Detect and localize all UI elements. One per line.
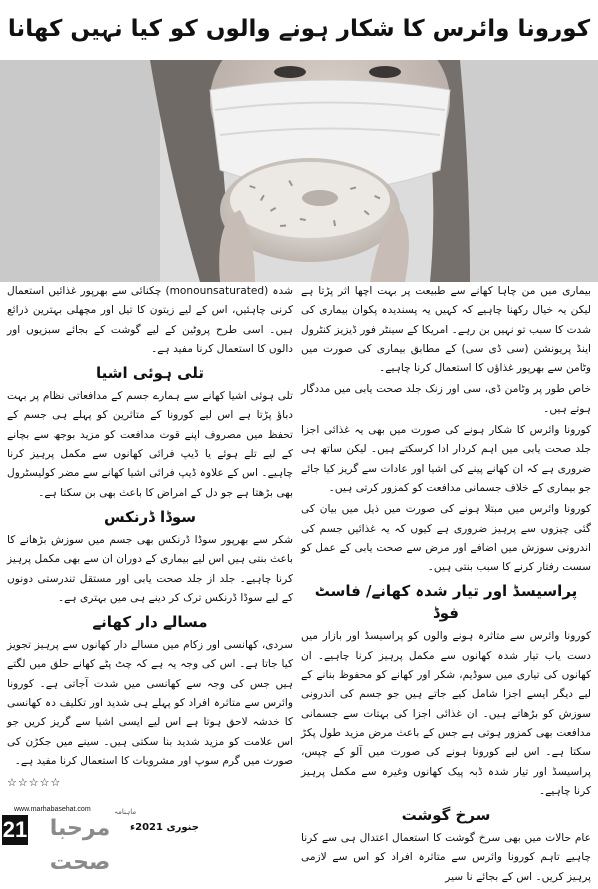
section-heading-spicy-food: مسالے دار کھانے (92, 613, 208, 632)
paragraph: بیماری میں من چاہا کھانے سے طبیعت پر بہت اچھا اثر پڑتا ہے لیکن یہ خیال رکھنا چاہیے کہ کہیں یہ پسندیدہ پکوان بیماری کی شدت کا سبب تو نہیں بن رہے۔ امریکا کے سینٹر فور ڈیزیز کنٹرول اینڈ پریونشن (سی ڈی سی) کے مطابق بیماری کی صورت میں وٹامن سے بھرپور غذاؤں کا استعمال کرنا چاہیے۔ (301, 285, 591, 375)
magazine-tag: ماہنامہ (114, 808, 137, 816)
paragraph: سردی، کھانسی اور زکام میں مسالے دار کھانوں سے پرہیز تجویز کیا جاتا ہے۔ اس کی وجہ یہ ہے کہ چٹ پٹے کھانے حلق میں لگتے ہیں جس کی وجہ سے کھانسی میں شدت آجاتی ہے۔ کورونا وائرس سے متاثرہ افراد کو پہلے ہی شدید اور تکلیف دہ کھانسی کا خدشہ لاحق ہوتا ہے اس لیے ایسی اشیا سے گریز کریں جو اس علامت کو مزید شدید بنا سکتی ہیں۔ سینے میں جکڑن کی صورت میں گرم سوپ اور مشروبات کا استعمال کرنا مفید ہے۔ (7, 639, 293, 767)
left-column (7, 282, 293, 793)
section-heading-soda-drinks: سوڈا ڈرنکس (103, 507, 197, 526)
article-headline: کورونا وائرس کا شکار ہونے والوں کو کیا نہیں کھانا (7, 16, 591, 42)
end-stars: ☆☆☆☆☆ (7, 776, 62, 790)
paragraph: شدہ (monounsaturated) چکنائی سے بھرپور غذائیں استعمال کرنی چاہئیں، اس کے لیے زیتون کا تیل اور مچھلی بہترین ذرائع ہیں۔ اسی طرح پروٹین کے لیے گوشت کے بجائے سبزیوں اور دالوں کا استعمال کرنا مفید ہے۔ (7, 285, 293, 355)
masked-woman-donut-image (0, 60, 598, 282)
page-number: 21 (2, 815, 28, 845)
section-heading-processed-food: پراسیسڈ اور تیار شدہ کھانے/ فاسٹ فوڈ (314, 582, 578, 623)
paragraph: تلی ہوئی اشیا کھانے سے ہمارے جسم کے مدافعاتی نظام پر بہت دباؤ پڑتا ہے اس لیے کورونا کے متاثرین کو پہلے ہی جسم کے تحفظ میں مصروف اپنے قوت مدافعت کو مزید بوجھ سے بچانے کے لیے تلے ہوئے یا ڈیپ فرائی کھانوں سے مکمل پرہیز کرنا چاہیے۔ اس کے علاوہ ڈیپ فرائی اشیا کھانے سے مضر کولیسٹرول بھی بڑھتا ہے جو دل کے امراض کا باعث بھی بن سکتا ہے۔ (7, 390, 293, 499)
issue-date: جنوری 2021ء (130, 822, 199, 833)
section-heading-red-meat: سرخ گوشت (401, 806, 491, 825)
right-column (301, 282, 591, 889)
paragraph: عام حالات میں بھی سرخ گوشت کا استعمال اعتدال ہی سے کرنا چاہیے تاہم کورونا وائرس سے متاثرہ افراد کو اس سے لازمی پرہیز کریں۔ اس کے بجائے نا سیر (301, 832, 591, 883)
website-url: www.marhabasehat.com (14, 806, 91, 813)
paragraph: کورونا وائرس کا شکار ہونے کی صورت میں بھی یہ غذائی اجزا جلد صحت یابی میں اہم کردار ادا کرسکتے ہیں۔ لیکن ساتھ ہی ضروری ہے کہ ان کھانے پینے کی اشیا اور عادات سے گریز کیا جائے جو بیماری کے خلاف جسمانی مدافعت کو کمزور کرتی ہیں۔ (301, 424, 591, 494)
paragraph: کورونا وائرس میں مبتلا ہونے کی صورت میں ذیل میں بیان کی گئی چیزوں سے پرہیز ضروری ہے کیوں کہ یہ غذائیں جسم کی اندرونی سوزش میں اضافے اور مرض سے صحت یابی کے عمل کو سست رفتار کرنے کا سبب بنتی ہیں۔ (301, 503, 591, 574)
paragraph: کورونا وائرس سے متاثرہ ہونے والوں کو پراسیسڈ اور بازار میں دست یاب تیار شدہ کھانوں سے مکمل پرہیز کرنا چاہیے۔ ان کھانوں کی تیاری میں سوڈیم، شکر اور کھانے کو محفوظ بنانے کے لیے دیگر ایسے اجزا شامل کیے جاتے ہیں جو جسم کی اندرونی سوزش کو بڑھاتے ہیں۔ ان غذائی اجزا کی بہتات سے جسمانی مدافعت بھی کمزور ہوتی ہے جس کے باعث مرض مزید طول پکڑ سکتا ہے۔ اس لیے کورونا ہونے کی صورت میں آلو کے چپس، پراسیسڈ اور تیار شدہ ڈبہ پیک کھانوں وغیرہ سے مکمل پرہیز کرنا چاہیے۔ (301, 630, 591, 797)
magazine-logo: مرحبا صحت (49, 816, 111, 875)
paragraph: شکر سے بھرپور سوڈا ڈرنکس بھی جسم میں سوزش بڑھانے کا باعث بنتی ہیں اس لیے بیماری کے دوران ان سے بھی مکمل پرہیز کرنا چاہیے۔ جلد از جلد صحت یابی اور مستقل تندرستی دونوں کے لیے سوڈا ڈرنکس ترک کر دینے ہی میں بہتری ہے۔ (7, 533, 293, 604)
paragraph: خاص طور پر وٹامن ڈی، سی اور زنک جلد صحت یابی میں مددگار ہوتے ہیں۔ (301, 383, 591, 415)
section-heading-fried-food: تلی ہوئی اشیا (95, 364, 205, 383)
article-photo (0, 60, 598, 282)
